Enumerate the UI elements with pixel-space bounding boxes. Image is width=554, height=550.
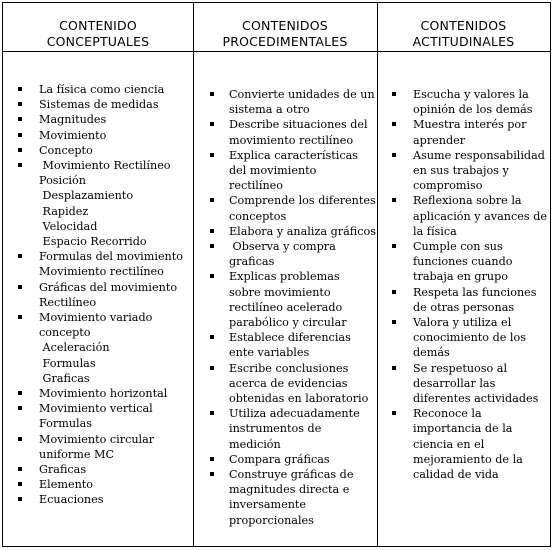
list-item: opinión de los demás [413, 103, 533, 117]
list-item: importancia de la [413, 422, 513, 436]
list-item: Graficas [39, 371, 90, 385]
list-item: ente variables [229, 346, 310, 360]
list-item: La física como ciencia [39, 82, 189, 97]
list-item: diferentes actividades [413, 392, 539, 406]
list-item: medición [229, 437, 281, 451]
list-item: en sus trabajos y [413, 164, 509, 178]
list-item: Asume responsabilidad [413, 148, 550, 163]
list-item: Establece diferencias [229, 330, 375, 345]
list-item: Posición [39, 174, 86, 188]
list-item: compromiso [413, 179, 483, 193]
list-item: funciones cuando [413, 255, 513, 269]
list-item: aplicación y avances de [413, 209, 547, 223]
list-item: Convierte unidades de un [229, 88, 375, 101]
list-item: Observa y compra [229, 239, 375, 254]
list-item: demás [413, 346, 450, 360]
header-divider [3, 51, 550, 52]
list-item: Reconoce la [413, 406, 550, 421]
list-item: Graficas [39, 462, 189, 477]
header-line: CONTENIDOS [242, 18, 328, 33]
list-item: Rapidez [39, 204, 89, 218]
list-item: Formulas del movimiento [39, 249, 189, 264]
list-item: uniforme MC [39, 447, 115, 461]
list-item: sistema a otro [229, 103, 310, 117]
column-divider [193, 3, 194, 546]
header-conceptual [3, 18, 193, 50]
list-item: Elemento [39, 477, 189, 492]
list-item: desarrollar las [413, 376, 496, 390]
list-item: Comprende los diferentes [229, 194, 376, 208]
list-item: inversamente [229, 498, 307, 512]
header-line: CONTENIDOS [420, 18, 507, 33]
list-item: ciencia en el [413, 437, 485, 451]
list-item: Movimiento [39, 128, 189, 143]
list-item: Aceleración [39, 341, 110, 355]
list-item: parabólico y circular [229, 316, 347, 330]
list-item: la física [413, 224, 457, 238]
list-item: Valora y utiliza el [413, 315, 550, 330]
conceptual-list [39, 82, 189, 508]
list-item: graficas [229, 255, 275, 269]
list-item: conceptos [229, 209, 287, 223]
list-item: Movimiento vertical [39, 401, 189, 416]
column-divider [377, 3, 378, 546]
list-item: Explica características [229, 148, 375, 163]
list-item: Reflexiona sobre la [413, 193, 550, 208]
list-item: sobre movimiento [229, 285, 331, 299]
list-item: rectilíneo acelerado [229, 300, 343, 314]
list-item: Escribe conclusiones [229, 361, 375, 376]
list-item: Magnitudes [39, 112, 189, 127]
list-item: Escucha y valores la [413, 87, 550, 102]
list-item: Construye gráficas de [229, 467, 375, 482]
list-item: de otras personas [413, 300, 515, 314]
list-item: Respeta las funciones [413, 285, 550, 300]
list-item: magnitudes directa e [229, 483, 350, 497]
list-item: calidad de vida [413, 468, 499, 482]
list-item: Rectilíneo [39, 295, 97, 309]
list-item: Cumple con sus [413, 239, 550, 254]
list-item: Movimiento Rectilíneo [39, 158, 189, 173]
list-item: Velocidad [39, 219, 98, 233]
list-item: Se respetuoso al [413, 361, 550, 376]
list-item: del movimiento [229, 164, 317, 178]
list-item: Elabora y analiza gráficos [229, 224, 376, 238]
list-item: Movimiento variado [39, 310, 189, 325]
header-line: ACTITUDINALES [412, 34, 515, 49]
list-item: Compara gráficas [229, 452, 375, 467]
list-item: Sistemas de medidas [39, 97, 189, 112]
list-item: trabaja en grupo [413, 270, 509, 284]
header-line: PROCEDIMENTALES [222, 34, 348, 49]
list-item: rectilíneo [229, 179, 284, 193]
list-item: Muestra interés por [413, 117, 550, 132]
list-item: obtenidas en laboratorio [229, 392, 369, 406]
list-item: Gráficas del movimiento [39, 280, 189, 295]
list-item: movimiento rectilíneo [229, 133, 354, 147]
list-item: Movimiento rectilíneo [39, 265, 164, 279]
list-item: proporcionales [229, 513, 314, 527]
list-item: Formulas [39, 356, 96, 370]
list-item: Ecuaciones [39, 492, 189, 507]
list-item: Movimiento horizontal [39, 386, 189, 401]
header-line: CONTENIDO [59, 18, 137, 33]
procedural-list [229, 87, 375, 528]
list-item: instrumentos de [229, 422, 322, 436]
list-item: Formulas [39, 417, 93, 431]
header-procedural [193, 18, 377, 50]
header-line: CONCEPTUALES [46, 34, 150, 49]
list-item: Concepto [39, 143, 189, 158]
list-item: Movimiento circular [39, 432, 189, 447]
list-item: Describe situaciones del [229, 117, 375, 132]
attitudinal-list [413, 87, 550, 482]
content-table [2, 2, 551, 547]
list-item: Explicas problemas [229, 269, 375, 284]
list-item: Desplazamiento [39, 189, 134, 203]
list-item: Utiliza adecuadamente [229, 406, 375, 421]
list-item: conocimiento de los [413, 331, 526, 345]
header-attitudinal [377, 18, 550, 50]
list-item: Espacio Recorrido [39, 235, 147, 249]
list-item: acerca de evidencias [229, 376, 348, 390]
list-item: concepto [39, 326, 91, 340]
list-item: mejoramiento de la [413, 452, 523, 466]
list-item: aprender [413, 133, 466, 147]
